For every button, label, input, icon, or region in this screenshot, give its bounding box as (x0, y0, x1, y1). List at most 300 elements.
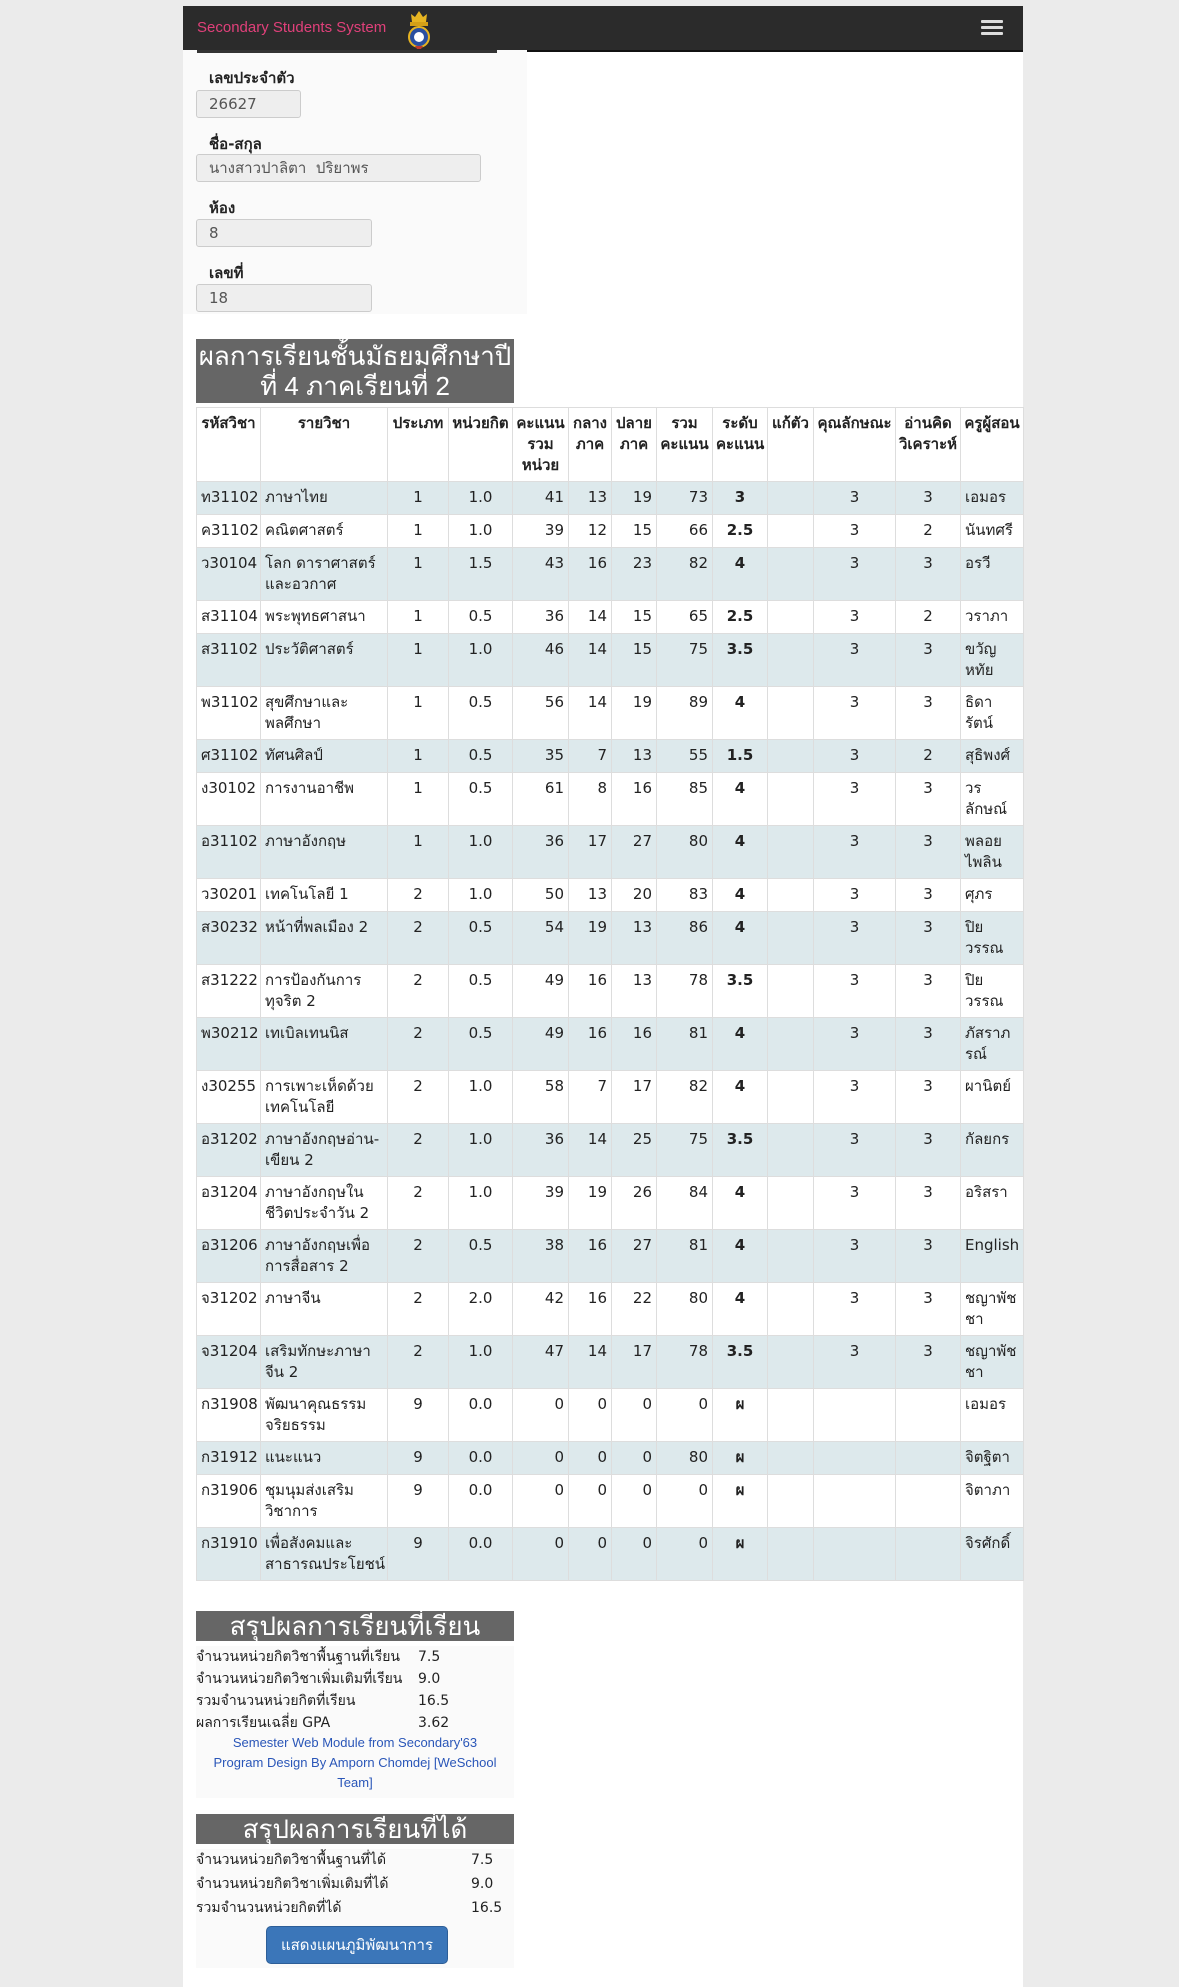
table-row (197, 826, 1024, 879)
cell-midterm: 16 (569, 1283, 612, 1336)
cell-subject: สุขศึกษาและพลศึกษา (261, 687, 388, 740)
credit-line-1[interactable]: Semester Web Module from Secondary'63 (232, 1735, 478, 1750)
cell-teacher: ขวัญหทัย (961, 634, 1024, 687)
cell-credit: 1.0 (449, 634, 513, 687)
navbar (183, 6, 1023, 52)
cell-code: ว30201 (197, 879, 261, 912)
menu-toggle-icon[interactable] (981, 20, 1003, 36)
cell-unit-score: 39 (513, 515, 569, 548)
school-logo-icon (404, 9, 434, 49)
cell-teacher: เอมอร (961, 482, 1024, 515)
cell-retake (768, 482, 814, 515)
cell-total: 82 (657, 1071, 713, 1124)
cell-credit: 1.0 (449, 879, 513, 912)
cell-retake (768, 548, 814, 601)
cell-final: 0 (612, 1528, 657, 1581)
table-row (197, 548, 1024, 601)
table-row (197, 687, 1024, 740)
cell-grade: 4 (713, 1230, 768, 1283)
cell-subject: หน้าที่พลเมือง 2 (261, 912, 388, 965)
cell-midterm: 19 (569, 1177, 612, 1230)
cell-type: 1 (388, 548, 449, 601)
cell-midterm: 0 (569, 1528, 612, 1581)
col-header-credit: หน่วยกิต (449, 408, 513, 482)
cell-character: 3 (814, 1018, 896, 1071)
cell-credit: 1.0 (449, 826, 513, 879)
cell-grade: 4 (713, 1018, 768, 1071)
cell-character: 3 (814, 548, 896, 601)
cell-subject: ภาษาอังกฤษในชีวิตประจำวัน 2 (261, 1177, 388, 1230)
cell-type: 2 (388, 1230, 449, 1283)
cell-retake (768, 1177, 814, 1230)
cell-code: ศ31102 (197, 740, 261, 773)
cell-grade: 4 (713, 1283, 768, 1336)
student-name-field[interactable] (196, 154, 481, 182)
cell-unit-score: 54 (513, 912, 569, 965)
cell-unit-score: 49 (513, 1018, 569, 1071)
cell-credit: 0.5 (449, 740, 513, 773)
earned-extra-value: 9.0 (471, 1876, 494, 1892)
credit-line-2[interactable]: Program Design By Amporn Chomdej [WeSchool (213, 1755, 497, 1770)
cell-credit: 0.0 (449, 1389, 513, 1442)
cell-grade: 3.5 (713, 965, 768, 1018)
cell-teacher: ชญาพัชชา (961, 1283, 1024, 1336)
cell-retake (768, 1230, 814, 1283)
cell-final: 26 (612, 1177, 657, 1230)
cell-credit: 1.0 (449, 1071, 513, 1124)
cell-reading: 3 (896, 687, 961, 740)
room-label: ห้อง (209, 199, 236, 217)
profile-divider (197, 50, 497, 53)
cell-midterm: 14 (569, 634, 612, 687)
cell-credit: 0.0 (449, 1442, 513, 1475)
cell-grade: 3.5 (713, 1336, 768, 1389)
col-header-code: รหัสวิชา (197, 408, 261, 482)
cell-final: 19 (612, 482, 657, 515)
cell-midterm: 16 (569, 548, 612, 601)
cell-character: 3 (814, 879, 896, 912)
cell-type: 9 (388, 1442, 449, 1475)
cell-code: ก31910 (197, 1528, 261, 1581)
cell-unit-score: 38 (513, 1230, 569, 1283)
col-header-retake: แก้ตัว (768, 408, 814, 482)
cell-unit-score: 61 (513, 773, 569, 826)
student-id-field[interactable] (196, 90, 301, 118)
cell-type: 9 (388, 1475, 449, 1528)
cell-retake (768, 826, 814, 879)
cell-total: 0 (657, 1475, 713, 1528)
cell-midterm: 17 (569, 826, 612, 879)
cell-code: ง30102 (197, 773, 261, 826)
cell-grade: 4 (713, 1071, 768, 1124)
cell-retake (768, 1071, 814, 1124)
cell-subject: ชุมนุมส่งเสริมวิชาการ (261, 1475, 388, 1528)
room-field[interactable] (196, 219, 372, 247)
cell-unit-score: 56 (513, 687, 569, 740)
cell-final: 15 (612, 634, 657, 687)
cell-subject: เพื่อสังคมและสาธารณประโยชน์ (261, 1528, 388, 1581)
student-id-label: เลขประจำตัว (209, 69, 295, 87)
cell-code: ก31906 (197, 1475, 261, 1528)
cell-character: 3 (814, 826, 896, 879)
cell-character (814, 1475, 896, 1528)
cell-code: ส30232 (197, 912, 261, 965)
cell-character: 3 (814, 1230, 896, 1283)
cell-credit: 0.5 (449, 773, 513, 826)
cell-total: 84 (657, 1177, 713, 1230)
cell-total: 55 (657, 740, 713, 773)
cell-credit: 0.0 (449, 1475, 513, 1528)
cell-teacher: วรลักษณ์ (961, 773, 1024, 826)
cell-credit: 1.0 (449, 482, 513, 515)
cell-midterm: 12 (569, 515, 612, 548)
cell-character (814, 1528, 896, 1581)
cell-teacher: จิรศักดิ์ (961, 1528, 1024, 1581)
table-row (197, 1230, 1024, 1283)
cell-character: 3 (814, 1177, 896, 1230)
cell-final: 27 (612, 1230, 657, 1283)
col-header-unit-score: คะแนนรวมหน่วย (513, 408, 569, 482)
earned-total-label: รวมจำนวนหน่วยกิตที่ได้ (196, 1900, 342, 1916)
cell-unit-score: 0 (513, 1475, 569, 1528)
cell-final: 13 (612, 740, 657, 773)
cell-grade: 3.5 (713, 1124, 768, 1177)
cell-final: 19 (612, 687, 657, 740)
cell-midterm: 13 (569, 482, 612, 515)
show-progress-chart-button[interactable]: แสดงแผนภูมิพัฒนาการ (266, 1926, 448, 1964)
table-row (197, 1389, 1024, 1442)
cell-reading: 3 (896, 965, 961, 1018)
cell-credit: 0.5 (449, 1230, 513, 1283)
cell-retake (768, 601, 814, 634)
cell-subject: การเพาะเห็ดด้วยเทคโนโลยี (261, 1071, 388, 1124)
cell-type: 2 (388, 912, 449, 965)
cell-grade: 4 (713, 826, 768, 879)
cell-reading: 3 (896, 773, 961, 826)
cell-unit-score: 42 (513, 1283, 569, 1336)
cell-retake (768, 1528, 814, 1581)
earned-basic-value: 7.5 (471, 1852, 494, 1868)
cell-teacher: เอมอร (961, 1389, 1024, 1442)
cell-final: 16 (612, 1018, 657, 1071)
cell-midterm: 16 (569, 965, 612, 1018)
cell-credit: 0.5 (449, 601, 513, 634)
cell-type: 2 (388, 879, 449, 912)
cell-subject: พัฒนาคุณธรรมจริยธรรม (261, 1389, 388, 1442)
cell-teacher: จิตาภา (961, 1475, 1024, 1528)
cell-code: อ31202 (197, 1124, 261, 1177)
studied-total-label: รวมจำนวนหน่วยกิตที่เรียน (196, 1693, 356, 1709)
cell-type: 1 (388, 634, 449, 687)
cell-type: 2 (388, 1283, 449, 1336)
studied-extra-label: จำนวนหน่วยกิตวิชาเพิ่มเติมที่เรียน (196, 1671, 403, 1687)
table-row (197, 965, 1024, 1018)
cell-subject: แนะแนว (261, 1442, 388, 1475)
cell-teacher: วราภา (961, 601, 1024, 634)
col-header-subject: รายวิชา (261, 408, 388, 482)
cell-teacher: ปิยวรรณ (961, 912, 1024, 965)
cell-subject: การป้องกันการทุจริต 2 (261, 965, 388, 1018)
cell-midterm: 13 (569, 879, 612, 912)
cell-reading: 3 (896, 634, 961, 687)
cell-subject: ภาษาอังกฤษอ่าน-เขียน 2 (261, 1124, 388, 1177)
cell-teacher: กัลยกร (961, 1124, 1024, 1177)
cell-subject: พระพุทธศาสนา (261, 601, 388, 634)
cell-total: 86 (657, 912, 713, 965)
cell-type: 1 (388, 601, 449, 634)
cell-character: 3 (814, 687, 896, 740)
cell-credit: 2.0 (449, 1283, 513, 1336)
cell-character (814, 1389, 896, 1442)
cell-midterm: 8 (569, 773, 612, 826)
cell-total: 73 (657, 482, 713, 515)
cell-midterm: 0 (569, 1389, 612, 1442)
cell-final: 13 (612, 965, 657, 1018)
cell-grade: 2.5 (713, 515, 768, 548)
cell-character: 3 (814, 515, 896, 548)
cell-total: 75 (657, 1124, 713, 1177)
cell-grade: 1.5 (713, 740, 768, 773)
cell-unit-score: 39 (513, 1177, 569, 1230)
table-row (197, 601, 1024, 634)
cell-reading: 3 (896, 1230, 961, 1283)
cell-midterm: 14 (569, 687, 612, 740)
cell-grade: 4 (713, 548, 768, 601)
cell-retake (768, 1336, 814, 1389)
cell-grade: 4 (713, 912, 768, 965)
cell-teacher: English (961, 1230, 1024, 1283)
table-row (197, 1071, 1024, 1124)
cell-final: 0 (612, 1389, 657, 1442)
cell-type: 1 (388, 826, 449, 879)
cell-total: 81 (657, 1230, 713, 1283)
cell-type: 2 (388, 1177, 449, 1230)
cell-reading: 3 (896, 1071, 961, 1124)
cell-unit-score: 58 (513, 1071, 569, 1124)
cell-unit-score: 36 (513, 601, 569, 634)
cell-credit: 0.5 (449, 912, 513, 965)
cell-subject: ภาษาจีน (261, 1283, 388, 1336)
table-row (197, 1124, 1024, 1177)
cell-subject: ทัศนศิลป์ (261, 740, 388, 773)
seat-number-label: เลขที่ (209, 264, 244, 282)
cell-character: 3 (814, 1124, 896, 1177)
cell-unit-score: 43 (513, 548, 569, 601)
table-row (197, 879, 1024, 912)
table-row (197, 634, 1024, 687)
cell-teacher: ชญาพัชชา (961, 1336, 1024, 1389)
cell-code: อ31204 (197, 1177, 261, 1230)
table-row (197, 1475, 1024, 1528)
cell-character (814, 1442, 896, 1475)
cell-character: 3 (814, 912, 896, 965)
col-header-character: คุณลักษณะ (814, 408, 896, 482)
cell-type: 1 (388, 482, 449, 515)
table-row (197, 773, 1024, 826)
page (183, 6, 1023, 1987)
cell-reading: 3 (896, 548, 961, 601)
cell-retake (768, 912, 814, 965)
cell-reading: 3 (896, 1336, 961, 1389)
cell-total: 78 (657, 1336, 713, 1389)
cell-type: 1 (388, 740, 449, 773)
studied-basic-label: จำนวนหน่วยกิตวิชาพื้นฐานที่เรียน (196, 1649, 400, 1665)
cell-teacher: ปิยวรรณ (961, 965, 1024, 1018)
earned-total-value: 16.5 (471, 1900, 503, 1916)
cell-midterm: 0 (569, 1475, 612, 1528)
cell-character: 3 (814, 965, 896, 1018)
cell-type: 1 (388, 773, 449, 826)
cell-credit: 0.5 (449, 1018, 513, 1071)
cell-code: ส31102 (197, 634, 261, 687)
cell-subject: เทคโนโลยี 1 (261, 879, 388, 912)
cell-retake (768, 634, 814, 687)
cell-total: 89 (657, 687, 713, 740)
table-row (197, 1442, 1024, 1475)
cell-reading (896, 1475, 961, 1528)
cell-total: 0 (657, 1528, 713, 1581)
cell-retake (768, 1442, 814, 1475)
cell-retake (768, 773, 814, 826)
cell-credit: 1.0 (449, 1336, 513, 1389)
cell-grade: 4 (713, 773, 768, 826)
cell-final: 25 (612, 1124, 657, 1177)
cell-retake (768, 1124, 814, 1177)
cell-total: 65 (657, 601, 713, 634)
col-header-grade: ระดับคะแนน (713, 408, 768, 482)
studied-summary (196, 1646, 514, 1798)
cell-code: ส31222 (197, 965, 261, 1018)
brand-link[interactable]: Secondary Students System (197, 19, 387, 36)
cell-teacher: พลอยไพลิน (961, 826, 1024, 879)
cell-type: 2 (388, 1336, 449, 1389)
cell-reading: 3 (896, 879, 961, 912)
cell-final: 0 (612, 1475, 657, 1528)
cell-subject: ประวัติศาสตร์ (261, 634, 388, 687)
cell-grade: ผ (713, 1389, 768, 1442)
credit-line-3[interactable]: Team] (337, 1775, 373, 1790)
cell-reading: 2 (896, 601, 961, 634)
studied-basic-value: 7.5 (418, 1649, 441, 1665)
cell-code: ค31102 (197, 515, 261, 548)
col-header-midterm: กลางภาค (569, 408, 612, 482)
cell-credit: 0.5 (449, 965, 513, 1018)
cell-final: 0 (612, 1442, 657, 1475)
cell-code: ก31912 (197, 1442, 261, 1475)
table-row (197, 1336, 1024, 1389)
cell-code: ส31104 (197, 601, 261, 634)
cell-type: 1 (388, 687, 449, 740)
cell-midterm: 19 (569, 912, 612, 965)
cell-total: 75 (657, 634, 713, 687)
earned-summary-title: สรุปผลการเรียนที่ได้ (196, 1814, 514, 1844)
cell-character: 3 (814, 634, 896, 687)
cell-total: 85 (657, 773, 713, 826)
cell-retake (768, 1018, 814, 1071)
grades-header-row (197, 408, 1024, 482)
cell-total: 82 (657, 548, 713, 601)
cell-final: 17 (612, 1336, 657, 1389)
cell-retake (768, 740, 814, 773)
cell-character: 3 (814, 482, 896, 515)
cell-reading: 3 (896, 912, 961, 965)
cell-total: 80 (657, 826, 713, 879)
cell-credit: 1.0 (449, 515, 513, 548)
cell-code: ว30104 (197, 548, 261, 601)
table-row (197, 912, 1024, 965)
cell-reading: 3 (896, 1177, 961, 1230)
cell-code: อ31206 (197, 1230, 261, 1283)
cell-type: 2 (388, 1124, 449, 1177)
earned-basic-label: จำนวนหน่วยกิตวิชาพื้นฐานที่ได้ (196, 1852, 387, 1868)
cell-subject: โลก ดาราศาสตร์และอวกาศ (261, 548, 388, 601)
table-row (197, 482, 1024, 515)
cell-final: 20 (612, 879, 657, 912)
grades-table (196, 407, 1024, 1581)
cell-midterm: 0 (569, 1442, 612, 1475)
cell-midterm: 7 (569, 740, 612, 773)
cell-final: 16 (612, 773, 657, 826)
studied-extra-value: 9.0 (418, 1671, 441, 1687)
student-profile (183, 50, 527, 314)
cell-grade: 3.5 (713, 634, 768, 687)
student-name-label: ชื่อ-สกุล (209, 135, 262, 153)
cell-code: จ31204 (197, 1336, 261, 1389)
seat-number-field[interactable] (196, 284, 372, 312)
studied-total-value: 16.5 (418, 1693, 450, 1709)
table-row (197, 740, 1024, 773)
cell-final: 27 (612, 826, 657, 879)
cell-type: 9 (388, 1389, 449, 1442)
cell-final: 13 (612, 912, 657, 965)
cell-midterm: 14 (569, 601, 612, 634)
cell-total: 81 (657, 1018, 713, 1071)
cell-reading: 3 (896, 482, 961, 515)
cell-reading (896, 1528, 961, 1581)
cell-grade: ผ (713, 1442, 768, 1475)
cell-teacher: ภัสราภรณ์ (961, 1018, 1024, 1071)
cell-reading: 2 (896, 515, 961, 548)
cell-type: 2 (388, 965, 449, 1018)
cell-code: พ31102 (197, 687, 261, 740)
cell-credit: 1.0 (449, 1177, 513, 1230)
cell-unit-score: 0 (513, 1528, 569, 1581)
grades-title: ผลการเรียนชั้นมัธยมศึกษาปีที่ 4 ภาคเรียนที่ 2 (196, 339, 514, 403)
cell-subject: การงานอาชีพ (261, 773, 388, 826)
cell-retake (768, 687, 814, 740)
cell-grade: 3 (713, 482, 768, 515)
cell-teacher: ศุภร (961, 879, 1024, 912)
earned-extra-label: จำนวนหน่วยกิตวิชาเพิ่มเติมที่ได้ (196, 1876, 389, 1892)
cell-character: 3 (814, 601, 896, 634)
cell-character: 3 (814, 1071, 896, 1124)
cell-grade: 4 (713, 687, 768, 740)
cell-midterm: 16 (569, 1230, 612, 1283)
cell-type: 9 (388, 1528, 449, 1581)
cell-subject: ภาษาอังกฤษ (261, 826, 388, 879)
table-row (197, 1018, 1024, 1071)
cell-reading: 3 (896, 826, 961, 879)
cell-credit: 0.0 (449, 1528, 513, 1581)
cell-reading: 3 (896, 1124, 961, 1177)
cell-reading (896, 1442, 961, 1475)
cell-total: 78 (657, 965, 713, 1018)
cell-unit-score: 47 (513, 1336, 569, 1389)
cell-grade: 2.5 (713, 601, 768, 634)
cell-final: 22 (612, 1283, 657, 1336)
cell-credit: 1.5 (449, 548, 513, 601)
cell-midterm: 7 (569, 1071, 612, 1124)
